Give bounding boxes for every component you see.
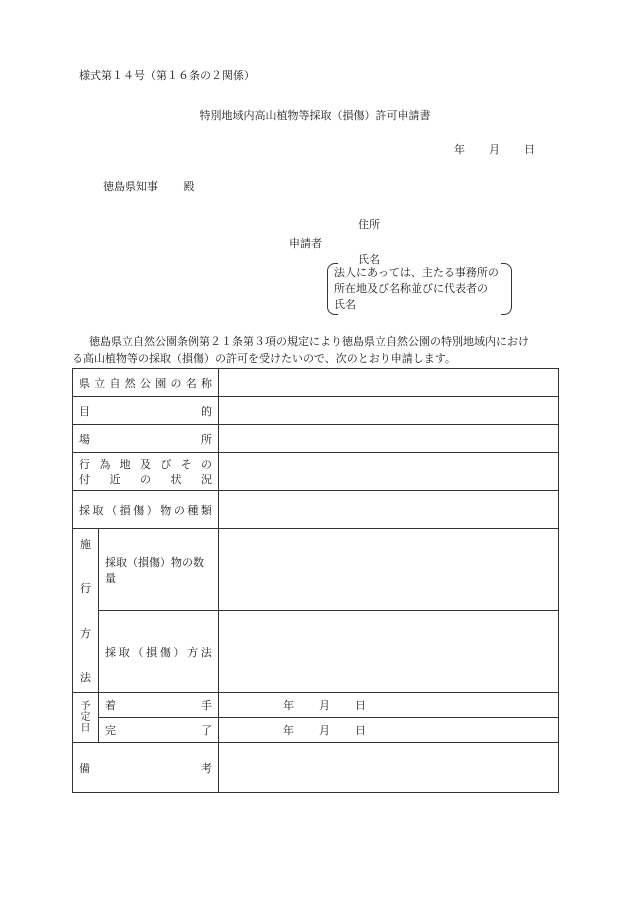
- site-conditions-label: [73, 453, 219, 491]
- label-char: 自: [109, 376, 121, 390]
- label-char: 損: [146, 645, 158, 659]
- start-date-field[interactable]: [219, 693, 559, 718]
- label-char: 施: [80, 537, 91, 551]
- label-char: 備: [79, 761, 90, 775]
- table-row: [73, 425, 559, 453]
- label-char: び: [160, 457, 172, 471]
- label-char: ）: [146, 503, 158, 517]
- table-row: [73, 453, 559, 491]
- label-char: 地: [119, 457, 131, 471]
- remarks-field[interactable]: [219, 743, 559, 793]
- park-name-field[interactable]: [219, 369, 559, 397]
- label-char: 名: [185, 376, 197, 390]
- table-row: [73, 693, 559, 718]
- label-char: 的: [201, 404, 212, 418]
- table-row: [73, 369, 559, 397]
- intro-paragraph: [72, 333, 562, 367]
- purpose-label: [73, 397, 219, 425]
- label-char: 公: [140, 376, 151, 390]
- label-char: （: [132, 645, 144, 659]
- label-char: 日: [80, 723, 91, 734]
- schedule-group-label: [73, 693, 99, 743]
- label-char: 為: [99, 457, 111, 471]
- label-char: 種: [187, 503, 199, 517]
- species-label: [73, 491, 219, 529]
- table-row: [73, 397, 559, 425]
- label-char: 立: [94, 376, 106, 390]
- label-char: 取: [92, 503, 104, 517]
- label-char: 完: [105, 724, 116, 737]
- day-unit: 日: [355, 724, 366, 737]
- quantity-field[interactable]: [219, 529, 559, 611]
- label-char: （: [106, 503, 118, 517]
- method-label: [99, 611, 219, 693]
- label-char: 了: [201, 724, 212, 737]
- corp-note-line: 法人にあっては、主たる事務所の: [334, 266, 499, 279]
- label-char: 損: [119, 503, 131, 517]
- label-char: 場: [79, 432, 90, 446]
- label-char: 取: [118, 645, 130, 659]
- date-year-unit: 年: [454, 143, 465, 156]
- remarks-label: [73, 743, 219, 793]
- label-char: 称: [201, 376, 212, 390]
- end-date-field[interactable]: [219, 718, 559, 743]
- label-char: 県: [79, 376, 90, 390]
- label-char: の: [173, 503, 185, 517]
- label-char: 状: [170, 472, 182, 486]
- purpose-field[interactable]: [219, 397, 559, 425]
- method-field[interactable]: [219, 611, 559, 693]
- address-label: 住所: [358, 218, 380, 231]
- label-char: 類: [200, 503, 212, 517]
- month-unit: 月: [319, 699, 330, 712]
- year-unit: 年: [283, 699, 294, 712]
- name-label: 氏名: [358, 253, 380, 266]
- applicant-label: 申請者: [289, 237, 322, 250]
- label-char: ）: [173, 645, 185, 659]
- label-char: 手: [201, 699, 212, 712]
- label-char: 考: [201, 761, 212, 775]
- corp-note-line: 所在地及び名称並びに代表者の: [334, 282, 488, 295]
- label-char: 傷: [159, 645, 171, 659]
- label-char: 法: [80, 671, 91, 685]
- date-month-unit: 月: [489, 143, 500, 156]
- table-row: [73, 718, 559, 743]
- table-row: [73, 743, 559, 793]
- label-char: 付: [79, 472, 90, 486]
- table-row: [73, 529, 559, 611]
- label-char: 方: [80, 626, 91, 640]
- label-char: 採: [79, 503, 90, 517]
- addressee-name: 徳島県知事: [103, 180, 158, 193]
- label-char: 行: [80, 582, 91, 596]
- end-label: [99, 718, 219, 743]
- label-char: 行: [79, 457, 90, 471]
- form-title: 特別地域内高山植物等採取（損傷）許可申請書: [199, 109, 431, 122]
- label-char: 方: [187, 645, 199, 659]
- label-char: 着: [105, 699, 116, 712]
- location-field[interactable]: [219, 425, 559, 453]
- species-field[interactable]: [219, 491, 559, 529]
- label-char: 及: [139, 457, 151, 471]
- label-char: 定: [80, 712, 91, 723]
- label-char: 目: [79, 404, 90, 418]
- label-char: 所: [201, 432, 212, 446]
- label-char: の: [170, 376, 182, 390]
- corp-note: [334, 265, 504, 313]
- label-char: の: [200, 457, 212, 471]
- label-char: の: [140, 472, 151, 486]
- start-label: [99, 693, 219, 718]
- label-char: 然: [124, 376, 136, 390]
- method-group-label: [73, 529, 99, 693]
- month-unit: 月: [319, 724, 330, 737]
- intro-line: る高山植物等の採取（損傷）の許可を受けたいので、次のとおり申請します。: [72, 352, 456, 365]
- label-char: 法: [200, 645, 212, 659]
- day-unit: 日: [355, 699, 366, 712]
- addressee: [103, 178, 195, 194]
- honorific: 殿: [183, 180, 195, 193]
- date-day-unit: 日: [524, 143, 535, 156]
- spread-label: [79, 375, 212, 391]
- label-char: そ: [180, 457, 192, 471]
- label-char: 採: [105, 645, 116, 659]
- site-conditions-field[interactable]: [219, 453, 559, 491]
- label-char: 園: [155, 376, 167, 390]
- table-row: [73, 611, 559, 693]
- label-char: 傷: [133, 503, 145, 517]
- table-row: [73, 491, 559, 529]
- label-char: 況: [201, 472, 212, 486]
- quantity-label: 採取（損傷）物の数量: [99, 529, 219, 611]
- year-unit: 年: [283, 724, 294, 737]
- label-char: 物: [160, 503, 172, 517]
- application-table: [72, 368, 559, 793]
- intro-line: 徳島県立自然公園条例第２１条第３項の規定により徳島県立自然公園の特別地域内におけ: [89, 335, 529, 348]
- label-char: 近: [109, 472, 121, 486]
- corp-note-line: 氏名: [334, 298, 356, 311]
- location-label: [73, 425, 219, 453]
- label-char: 予: [80, 701, 91, 712]
- form-number: 様式第１４号（第１６条の２関係）: [79, 69, 255, 82]
- park-name-label: [73, 369, 219, 397]
